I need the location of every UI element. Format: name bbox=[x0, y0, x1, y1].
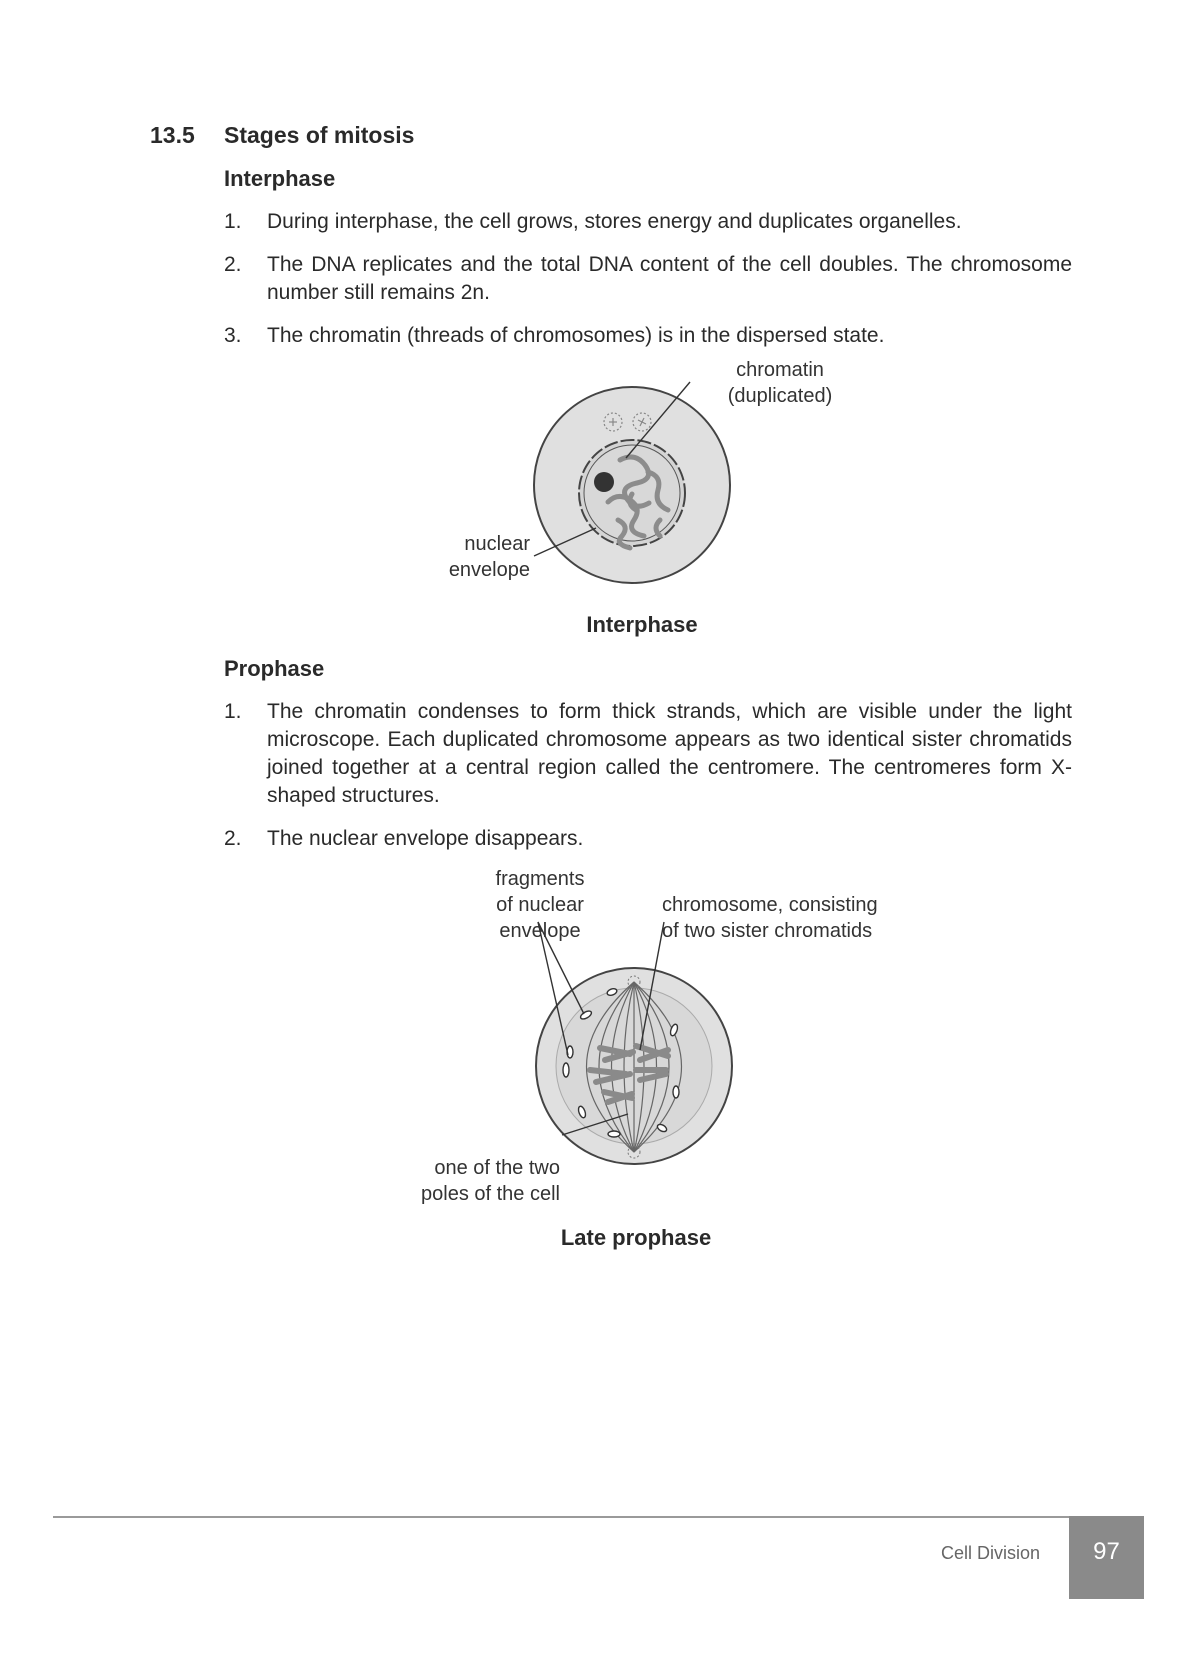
label-fragments: fragments bbox=[495, 868, 585, 890]
list-item-number: 2. bbox=[224, 827, 242, 850]
list-item-text: The DNA replicates and the total DNA content of the cell doubles. The chromosome number still remains 2n. bbox=[267, 253, 1072, 304]
label-chromatin-duplicated: (duplicated) bbox=[727, 385, 833, 407]
interphase-heading: Interphase bbox=[224, 166, 336, 191]
label-nuclear: nuclear bbox=[464, 533, 530, 555]
label-one-of-two: one of the two bbox=[434, 1157, 560, 1179]
section-number: 13.5 bbox=[150, 122, 195, 148]
list-item bbox=[224, 251, 1072, 307]
interphase-caption: Interphase bbox=[586, 612, 698, 637]
label-chromosome-consisting: chromosome, consisting bbox=[662, 894, 878, 916]
label-envelope: envelope bbox=[499, 920, 581, 942]
list-item-text: The chromatin (threads of chromosomes) is in the dispersed state. bbox=[267, 324, 885, 347]
late-prophase-caption: Late prophase bbox=[560, 1225, 712, 1250]
label-envelope: envelope bbox=[448, 559, 530, 581]
label-of-nuclear: of nuclear bbox=[496, 894, 584, 916]
list-item-text: During interphase, the cell grows, stores energy and duplicates organelles. bbox=[267, 210, 962, 233]
list-item-number: 2. bbox=[224, 253, 242, 276]
label-chromatin: chromatin bbox=[736, 359, 824, 381]
list-item-text: The chromatin condenses to form thick strands, which are visible under the light microscope. Each duplicated chromosome appears as two identical sister chromatids joined together at a central region called the centromere. The centromeres form X-shaped structures. bbox=[267, 700, 1072, 807]
label-sister-chromatids: of two sister chromatids bbox=[662, 920, 873, 942]
list-item bbox=[224, 208, 1072, 236]
page-number: 97 bbox=[1093, 1538, 1120, 1565]
label-poles-of-cell: poles of the cell bbox=[421, 1183, 560, 1205]
footer-rule bbox=[53, 1516, 1069, 1518]
list-item bbox=[224, 322, 1072, 350]
list-item-text: The nuclear envelope disappears. bbox=[267, 827, 584, 850]
list-item bbox=[224, 698, 1072, 810]
prophase-heading: Prophase bbox=[224, 656, 325, 681]
list-item-number: 1. bbox=[224, 210, 242, 233]
list-item bbox=[224, 825, 1072, 853]
list-item-number: 1. bbox=[224, 700, 242, 723]
footer-chapter: Cell Division bbox=[940, 1543, 1040, 1563]
list-item-number: 3. bbox=[224, 324, 242, 347]
section-title: Stages of mitosis bbox=[224, 122, 415, 148]
